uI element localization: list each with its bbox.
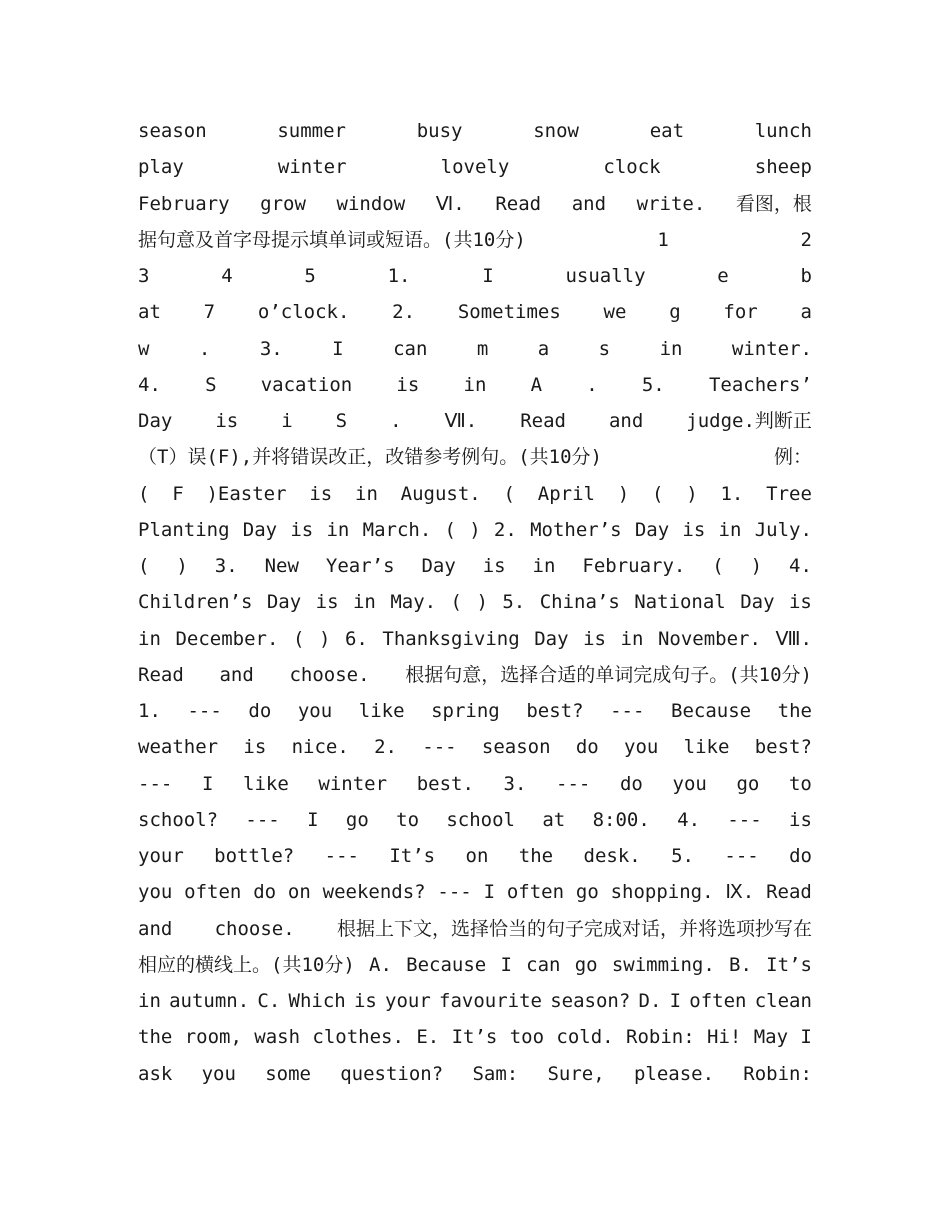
text-word: best? — [754, 736, 812, 759]
text-word: F — [172, 482, 184, 505]
text-word: is — [789, 808, 812, 831]
text-line — [138, 657, 812, 693]
text-word: Ⅵ. — [435, 192, 465, 215]
text-word: ( — [138, 555, 150, 577]
text-word: winter — [277, 156, 347, 179]
text-line — [138, 113, 812, 149]
text-word: do — [253, 881, 277, 904]
text-line — [138, 838, 812, 874]
text-word: winter. — [731, 337, 812, 360]
text-word: 8:00. — [592, 808, 650, 831]
text-word: favourite — [439, 990, 542, 1012]
text-word: I — [669, 990, 682, 1012]
text-word: is — [315, 591, 339, 614]
text-word: I — [483, 881, 496, 904]
text-word: 4. — [789, 555, 812, 577]
text-line — [138, 367, 812, 403]
text-word: clean — [754, 990, 812, 1012]
text-word: Because — [406, 953, 487, 976]
text-line — [138, 693, 812, 729]
text-word: 2 — [800, 228, 812, 251]
text-word: is — [396, 373, 420, 396]
text-word: choose. — [289, 663, 370, 686]
text-word: February — [138, 192, 230, 215]
text-word: go — [736, 772, 760, 795]
text-word: is — [215, 410, 239, 432]
text-word: the — [138, 1026, 173, 1049]
text-word: your — [138, 845, 184, 867]
text-word: go — [575, 881, 599, 904]
text-word: ( — [138, 482, 150, 505]
text-word: is — [353, 990, 377, 1012]
text-word: your — [385, 990, 431, 1012]
text-word: a — [537, 337, 550, 360]
text-word: in — [620, 627, 644, 650]
text-word: 例： — [773, 446, 812, 469]
text-word: --- — [245, 808, 280, 831]
text-word: some — [265, 1062, 311, 1085]
text-word: Read — [766, 881, 812, 904]
text-word: 5. — [502, 591, 526, 614]
text-word: often — [184, 881, 242, 904]
text-word: you — [138, 881, 173, 904]
text-word: to — [788, 772, 812, 795]
text-word: in — [532, 555, 556, 577]
text-word: do — [575, 736, 599, 759]
text-word: like — [358, 700, 405, 722]
text-word: 2. — [493, 518, 517, 541]
text-word: 6. — [344, 627, 368, 650]
text-word: I — [500, 953, 512, 976]
text-word: in — [138, 627, 161, 650]
text-word: Ⅶ. — [444, 410, 478, 432]
text-word: ( — [503, 482, 515, 505]
text-word: busy — [416, 120, 463, 142]
text-word: Sure, — [547, 1062, 605, 1085]
text-word: 2. — [374, 736, 397, 759]
text-word: A. — [369, 953, 392, 976]
text-word: grow — [260, 192, 306, 215]
text-word: )Easter — [206, 482, 287, 505]
text-word: I — [800, 1026, 812, 1049]
text-word: is — [309, 482, 333, 505]
text-word: 3. — [503, 772, 527, 795]
text-word: Planting — [138, 518, 230, 541]
text-word: i — [281, 410, 293, 432]
text-line — [138, 1019, 812, 1055]
text-line — [138, 149, 812, 185]
text-line — [138, 766, 812, 802]
text-word: to — [396, 808, 420, 831]
text-word: April — [537, 482, 595, 505]
text-word: May. — [390, 591, 437, 614]
text-word: season? — [550, 990, 631, 1012]
text-word: o’clock. — [257, 301, 350, 324]
text-word: Hi! — [707, 1026, 742, 1049]
text-word: Thanksgiving — [382, 627, 520, 650]
text-word: question? — [340, 1062, 444, 1085]
text-word: summer — [277, 120, 346, 142]
text-word: Day — [740, 591, 775, 614]
text-line — [138, 1056, 812, 1092]
text-line — [138, 258, 812, 294]
text-word: go — [574, 953, 598, 976]
text-word: It’s — [451, 1026, 498, 1049]
text-line — [138, 874, 812, 910]
text-word: 根据句意，选择合适的单词完成句子。(共10分) — [405, 663, 812, 686]
text-word: 1 — [657, 228, 669, 251]
text-word: May — [753, 1026, 789, 1049]
text-word: w — [138, 337, 150, 360]
text-word: . — [198, 337, 211, 360]
text-word: B. — [729, 953, 752, 976]
text-word: ) — [318, 627, 331, 650]
text-word: New — [264, 555, 299, 577]
text-word: ( — [444, 518, 456, 541]
text-line — [138, 584, 812, 620]
text-word: wash — [254, 1026, 301, 1049]
text-word: vacation — [260, 373, 353, 396]
text-word: do — [248, 700, 272, 722]
text-word: write. — [636, 192, 706, 215]
text-word: July. — [754, 518, 812, 541]
text-word: can — [393, 337, 428, 360]
text-line — [138, 983, 812, 1019]
text-word: on — [465, 845, 489, 867]
text-word: Tree — [766, 482, 812, 505]
text-word: --- — [187, 700, 222, 722]
text-word: ( — [292, 627, 305, 650]
text-line — [138, 476, 812, 512]
text-word: weekends? — [322, 881, 426, 904]
text-line — [138, 802, 812, 838]
text-word: a — [800, 301, 812, 324]
text-word: March. — [362, 518, 432, 541]
text-word: ( — [712, 555, 724, 577]
text-word: at — [138, 301, 161, 324]
text-word: and — [219, 663, 254, 686]
text-word: Day — [266, 591, 302, 614]
text-word: lovely — [440, 156, 510, 179]
text-word: swimming. — [611, 953, 715, 976]
text-word: is — [290, 518, 314, 541]
text-word: and — [138, 917, 173, 940]
text-word: 4 — [221, 265, 233, 287]
text-word: Read — [520, 410, 566, 432]
text-word: 1. — [387, 265, 411, 287]
text-word: and — [571, 192, 607, 215]
text-line — [138, 729, 812, 765]
text-word: we — [603, 301, 627, 324]
text-word: Ⅷ. — [775, 627, 812, 650]
text-word: in — [355, 482, 378, 505]
text-word: Day — [242, 518, 278, 541]
text-word: 1. — [720, 482, 744, 505]
text-word: Read — [138, 663, 184, 686]
text-word: ask — [138, 1062, 173, 1085]
text-line — [138, 403, 812, 439]
text-word: in — [352, 591, 376, 614]
text-word: season — [481, 736, 551, 759]
text-word: school — [446, 808, 515, 831]
text-word: Mother’s — [530, 518, 622, 541]
text-word: desk. — [583, 845, 641, 867]
text-line — [138, 512, 812, 548]
text-word: 4. — [677, 808, 701, 831]
text-word: ) — [750, 555, 763, 577]
text-word: 3 — [138, 265, 150, 287]
text-word: s — [598, 337, 611, 360]
text-word: judge.判断正 — [686, 410, 812, 432]
text-word: g — [669, 301, 681, 324]
text-word: nice. — [291, 736, 349, 759]
text-word: ) — [686, 482, 698, 505]
text-word: 5. — [671, 845, 694, 867]
text-line — [138, 911, 812, 947]
text-word: you — [201, 1062, 236, 1085]
text-line — [138, 294, 812, 330]
text-word: Because — [671, 700, 752, 722]
text-word: . — [390, 410, 402, 432]
text-word: like — [243, 772, 289, 795]
text-word: school? — [138, 808, 219, 831]
text-word: in — [138, 990, 161, 1012]
text-word: is — [583, 627, 606, 650]
text-word: --- — [610, 700, 645, 722]
text-word: ) — [469, 518, 481, 541]
text-word: E. — [416, 1026, 440, 1049]
text-line — [138, 222, 812, 258]
text-word: the — [518, 845, 554, 867]
text-word: 3. — [259, 337, 283, 360]
text-word: in — [326, 518, 350, 541]
text-word: weather — [138, 736, 219, 759]
text-word: b — [800, 265, 812, 287]
text-word: Sometimes — [457, 301, 561, 324]
text-word: in — [463, 373, 487, 396]
text-word: go — [345, 808, 369, 831]
text-word: Robin: — [743, 1062, 812, 1085]
text-word: --- — [727, 808, 762, 831]
text-word: too — [509, 1026, 545, 1049]
text-word: （T）误(F),并将错误改正，改错参考例句。(共10分) — [138, 446, 602, 469]
text-word: eat — [649, 120, 685, 142]
text-word: e — [717, 265, 729, 287]
text-word: 相应的横线上。(共10分) — [138, 953, 355, 976]
text-word: Day — [421, 555, 456, 577]
text-word: Year’s — [325, 555, 395, 577]
text-word: D. — [638, 990, 662, 1012]
text-word: often — [689, 990, 747, 1012]
text-word: is — [482, 555, 506, 577]
text-word: Day — [634, 518, 670, 541]
text-word: often — [506, 881, 565, 904]
text-word: November. — [657, 627, 761, 650]
text-word: ( — [450, 591, 462, 614]
text-word: snow — [533, 120, 579, 142]
text-line — [138, 548, 812, 584]
text-word: ( — [651, 482, 664, 505]
text-word: Day — [138, 410, 173, 432]
text-word: bottle? — [214, 845, 295, 867]
text-word: --- — [138, 772, 173, 795]
text-word: window — [336, 192, 406, 215]
text-word: lunch — [754, 120, 812, 142]
text-word: is — [243, 736, 267, 759]
text-word: 根据上下文，选择恰当的句子完成对话，并将选项抄写在 — [336, 917, 812, 940]
text-word: --- — [437, 881, 472, 904]
text-word: . — [586, 373, 598, 396]
text-word: best? — [526, 700, 584, 722]
text-word: February. — [582, 555, 686, 577]
text-word: autumn. — [169, 990, 250, 1012]
text-word: Children’s — [138, 591, 253, 614]
text-word: Teachers’ — [708, 373, 812, 396]
text-word: National — [634, 591, 726, 614]
text-word: and — [608, 410, 644, 432]
text-word: shopping. — [610, 881, 714, 904]
text-word: usually — [565, 265, 646, 287]
text-word: play — [138, 156, 184, 179]
text-word: China’s — [539, 591, 620, 614]
text-word: please. — [633, 1062, 715, 1085]
text-word: --- — [556, 772, 591, 795]
text-word: I — [201, 772, 214, 795]
text-word: It’s — [389, 845, 436, 867]
text-word: you — [624, 736, 659, 759]
text-word: S — [335, 410, 348, 432]
text-word: m — [476, 337, 489, 360]
text-word: cold. — [556, 1026, 614, 1049]
text-word: clothes. — [312, 1026, 404, 1049]
text-word: S — [205, 373, 217, 396]
text-word: Which — [288, 990, 346, 1012]
text-word: 2. — [392, 301, 416, 324]
text-word: 7 — [203, 301, 216, 324]
text-line — [138, 331, 812, 367]
text-word: sheep — [754, 156, 812, 179]
text-word: the — [777, 700, 812, 722]
text-word: is — [682, 518, 706, 541]
text-word: August. — [400, 482, 481, 505]
text-word: on — [287, 881, 311, 904]
text-word: is — [788, 591, 812, 614]
text-word: C. — [257, 990, 281, 1012]
text-word: Ⅸ. — [725, 881, 755, 904]
text-word: like — [683, 736, 730, 759]
text-word: --- — [324, 845, 359, 867]
text-word: you — [297, 700, 333, 722]
text-word: for — [723, 301, 758, 324]
text-word: 5 — [304, 265, 316, 287]
text-word: 4. — [138, 373, 161, 396]
text-word: Sam: — [472, 1062, 519, 1085]
text-word: I — [307, 808, 319, 831]
text-line — [138, 186, 812, 222]
text-line — [138, 439, 812, 475]
text-word: Day — [534, 627, 569, 650]
text-word: season — [138, 120, 207, 142]
text-word: you — [672, 772, 707, 795]
text-word: Read — [495, 192, 542, 215]
text-word: best. — [416, 772, 474, 795]
text-word: I — [482, 265, 494, 287]
text-word: winter — [318, 772, 388, 795]
text-word: Robin: — [626, 1026, 695, 1049]
text-word: spring — [431, 700, 500, 722]
text-word: 1. — [138, 700, 161, 722]
text-word: It’s — [766, 953, 812, 976]
text-word: do — [789, 845, 812, 867]
text-word: ) — [176, 555, 188, 577]
text-word: --- — [422, 736, 457, 759]
text-word: clock — [603, 156, 661, 179]
text-word: choose. — [214, 917, 295, 940]
text-word: ) — [617, 482, 630, 505]
text-word: 3. — [214, 555, 238, 577]
text-line — [138, 621, 812, 657]
text-word: in — [718, 518, 742, 541]
text-word: can — [526, 953, 561, 976]
text-word: room, — [184, 1026, 242, 1049]
text-word: I — [332, 337, 344, 360]
text-word: December. — [175, 627, 279, 650]
text-word: in — [659, 337, 683, 360]
text-word: at — [542, 808, 566, 831]
text-word: A — [530, 373, 543, 396]
text-word: ) — [476, 591, 488, 614]
text-word: 据句意及首字母提示填单词或短语。(共10分) — [138, 228, 526, 251]
text-word: --- — [724, 845, 759, 867]
text-word: do — [619, 772, 643, 795]
text-word: 看图，根 — [735, 192, 812, 215]
text-word: 5. — [641, 373, 665, 396]
text-line — [138, 947, 812, 983]
